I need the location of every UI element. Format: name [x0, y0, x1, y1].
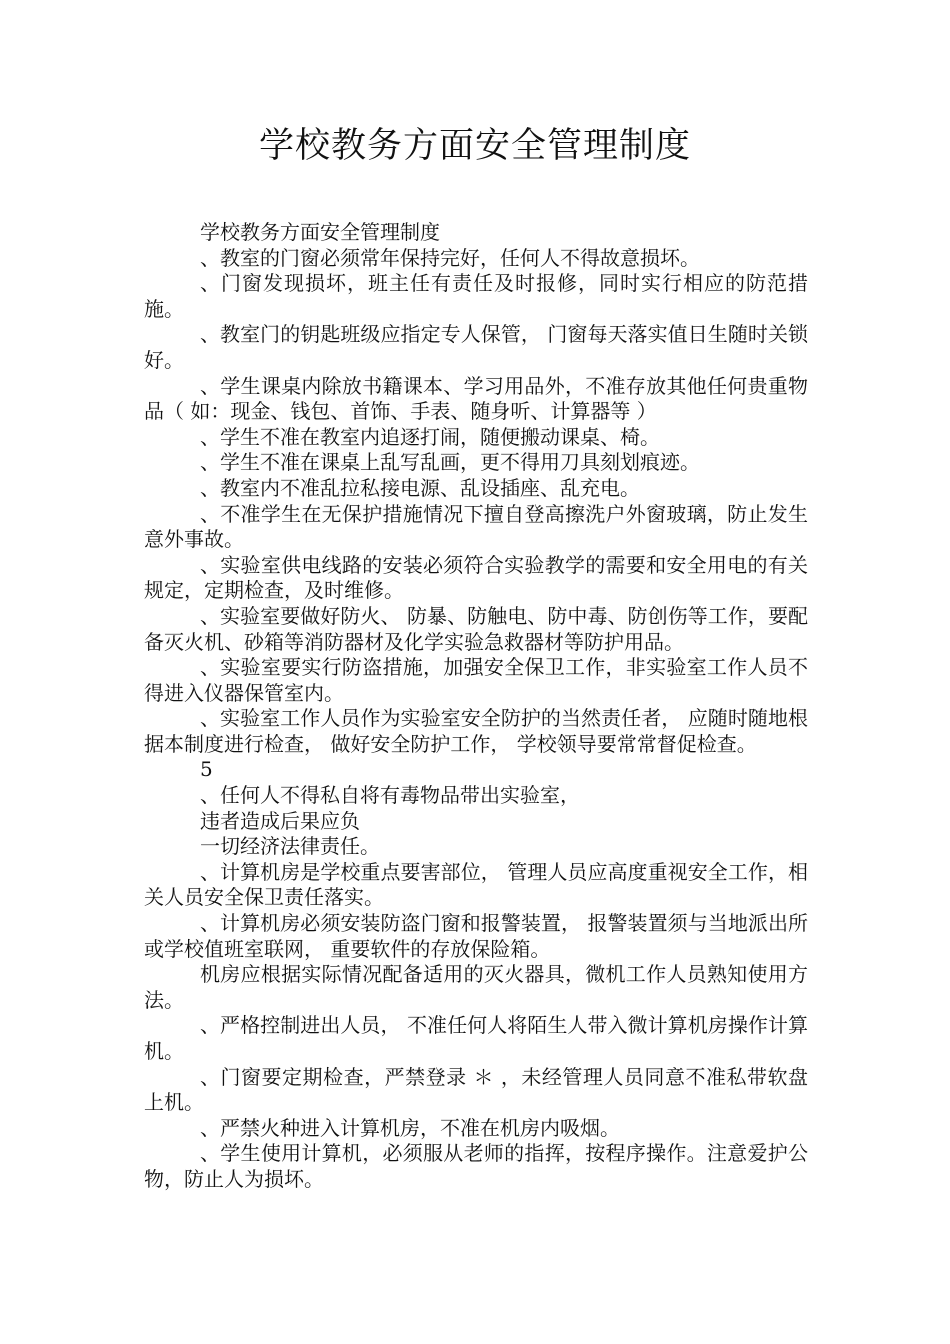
paragraph: 、教室门的钥匙班级应指定专人保管， 门窗每天落实值日生随时关锁好。	[144, 322, 808, 372]
paragraph: 、学生不准在教室内追逐打闹，随便搬动课桌、椅。	[200, 424, 660, 449]
paragraph: 、实验室要实行防盗措施，加强安全保卫工作，非实验室工作人员不得进入仪器保管室内。	[144, 655, 808, 705]
paragraph: 、门窗要定期检查，严禁登录 ＊ ，未经管理人员同意不准私带软盘上机。	[144, 1064, 808, 1115]
paragraph: 学校教务方面安全管理制度	[200, 220, 440, 244]
paragraph: 、学生使用计算机，必须服从老师的指挥，按程序操作。注意爱护公物，防止人为损坏。	[144, 1141, 808, 1191]
paragraph: 、实验室要做好防火、 防暴、防触电、防中毒、防创伤等工作，要配备灭火机、砂箱等消防器材及化学实验急救器材等防护用品。	[144, 603, 808, 654]
paragraph: 、实验室供电线路的安装必须符合实验教学的需要和安全用电的有关规定，定期检查，及时维修。	[144, 552, 808, 603]
paragraph: 、严禁火种进入计算机房，不准在机房内吸烟。	[200, 1115, 620, 1140]
paragraph: 、学生课桌内除放书籍课本、学习用品外，不准存放其他任何贵重物品（ 如：现金、钱包、首饰、手表、随身听、计算器等 ）	[144, 373, 808, 424]
paragraph: 5	[200, 757, 213, 782]
paragraph: 、门窗发现损坏，班主任有责任及时报修，同时实行相应的防范措施。	[144, 271, 808, 321]
paragraph: 机房应根据实际情况配备适用的灭火器具，微机工作人员熟知使用方法。	[144, 962, 808, 1012]
paragraph: 、不准学生在无保护措施情况下擅自登高擦洗户外窗玻璃，防止发生意外事故。	[144, 501, 808, 552]
document-body	[144, 220, 808, 1193]
paragraph: 、学生不准在课桌上乱写乱画，更不得用刀具刻划痕迹。	[200, 450, 700, 475]
paragraph: 、任何人不得私自将有毒物品带出实验室，	[200, 783, 580, 808]
paragraph: 、严格控制进出人员， 不准任何人将陌生人带入微计算机房操作计算机。	[144, 1013, 808, 1063]
paragraph: 、计算机房必须安装防盗门窗和报警装置， 报警装置须与当地派出所或学校值班室联网， 重要软件的存放保险箱。	[144, 911, 808, 961]
paragraph: 、教室内不准乱拉私接电源、乱设插座、乱充电。	[200, 475, 640, 500]
paragraph: 、教室的门窗必须常年保持完好，任何人不得故意损坏。	[200, 245, 700, 270]
paragraph: 、实验室工作人员作为实验室安全防护的当然责任者， 应随时随地根据本制度进行检查， 做好安全防护工作， 学校领导要常常督促检查。	[144, 706, 808, 756]
page-title: 学校教务方面安全管理制度	[258, 126, 691, 166]
paragraph: 、计算机房是学校重点要害部位， 管理人员应高度重视安全工作，相关人员安全保卫责任落实。	[144, 859, 808, 910]
paragraph: 一切经济法律责任。	[200, 834, 380, 859]
paragraph: 违者造成后果应负	[200, 808, 360, 833]
